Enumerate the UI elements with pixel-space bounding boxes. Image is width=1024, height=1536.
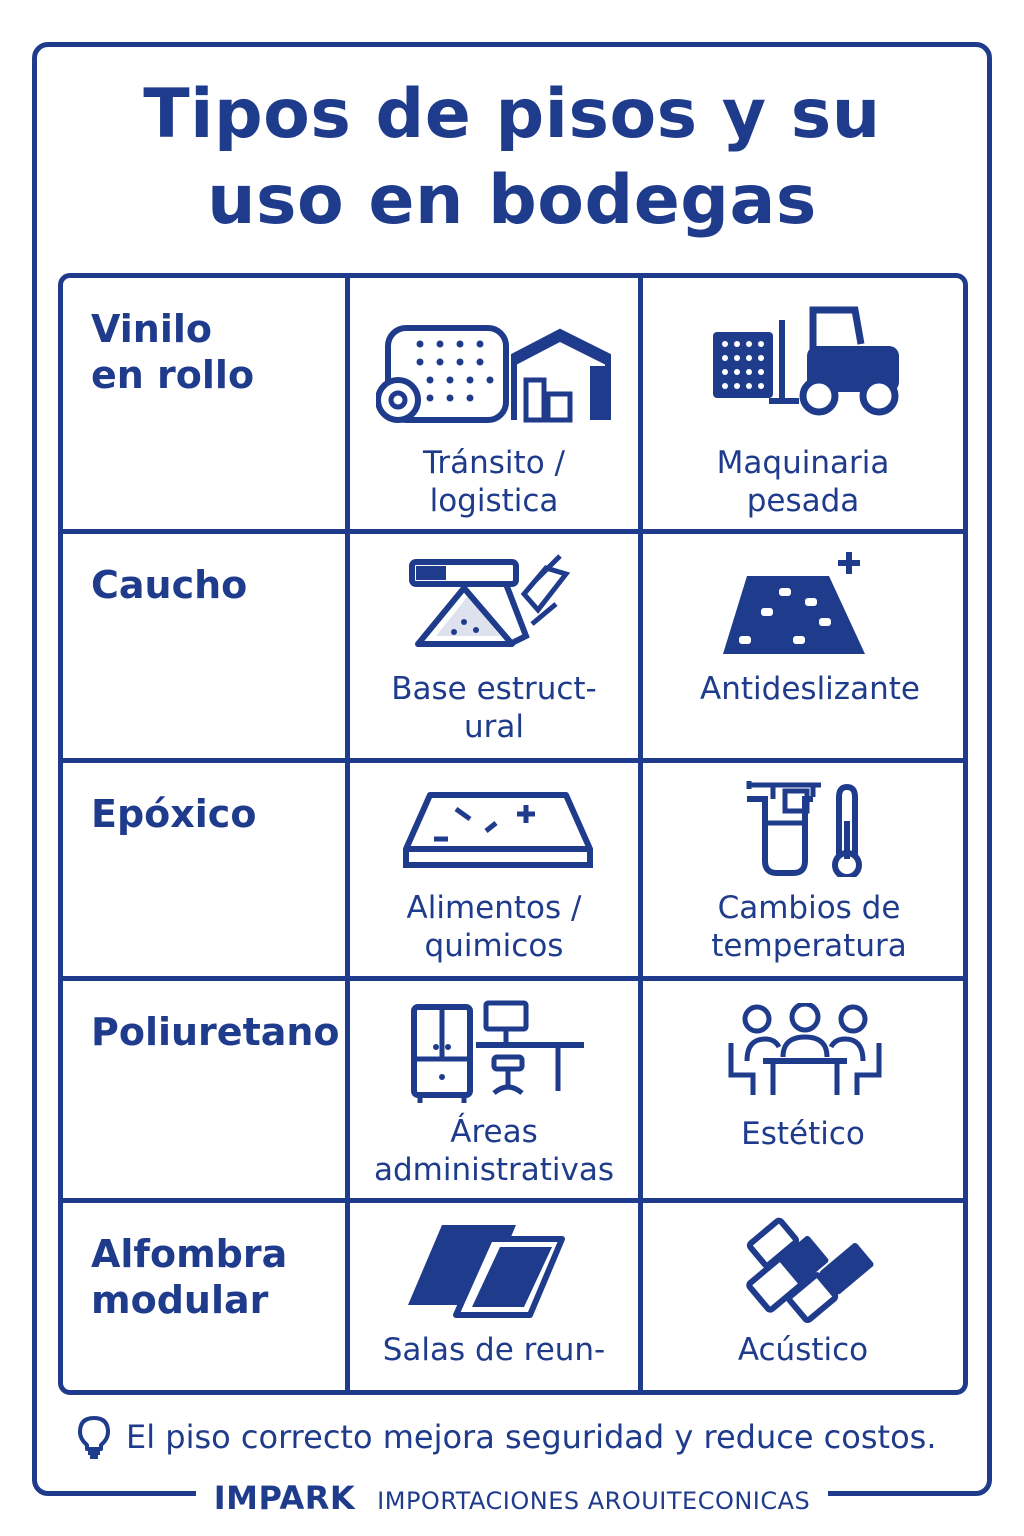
floor-type-cell: [63, 763, 350, 981]
use-label: [643, 444, 963, 520]
use-label: [350, 1113, 638, 1189]
footer: [32, 1478, 992, 1518]
floor-type-line: en rollo: [91, 353, 255, 397]
carpet-tiles-icon: [406, 1219, 576, 1319]
use-label: [657, 670, 963, 708]
use-label-line: Salas de reun-: [382, 1332, 606, 1368]
use-cell: [350, 534, 643, 763]
use-label-line: Alimentos /: [406, 890, 582, 926]
anti-slip-surface-icon: [719, 546, 869, 656]
use-label-line: Acústico: [737, 1332, 869, 1368]
lightbulb-icon: [76, 1415, 112, 1459]
epoxy-slab-icon: [400, 787, 596, 877]
use-cell: [643, 534, 963, 763]
use-label-line: Tránsito /: [423, 445, 565, 481]
use-cell: [350, 1203, 643, 1390]
use-label: [350, 1331, 638, 1369]
use-label: [350, 889, 638, 965]
floor-type-cell: [63, 981, 350, 1203]
title-line-1: Tipos de pisos y su: [143, 75, 881, 154]
floor-type-cell: [63, 1203, 350, 1390]
acoustic-tiles-icon: [737, 1213, 877, 1323]
use-label-line: Antideslizante: [700, 671, 920, 707]
use-label: [655, 889, 963, 965]
office-desk-icon: [408, 999, 588, 1105]
use-label: [643, 1331, 963, 1369]
tip-line: [76, 1412, 976, 1462]
floor-type-line: Alfombra: [91, 1232, 288, 1276]
floor-type-line: modular: [91, 1278, 269, 1322]
page-title: [40, 72, 984, 244]
beaker-thermometer-icon: [739, 777, 869, 877]
use-cell: [350, 278, 643, 534]
floor-type-label: [91, 1009, 340, 1055]
tip-text: El piso correcto mejora seguridad y reduce costos.: [126, 1418, 937, 1456]
use-label-line: pesada: [746, 483, 860, 519]
use-label-line: quimicos: [424, 928, 564, 964]
company-name: IMPORTACIONES AROUITECONICAS: [377, 1487, 811, 1515]
use-label-line: Estético: [741, 1116, 865, 1152]
use-label-line: Base estruct-: [391, 671, 597, 707]
floor-types-table: [58, 273, 968, 1395]
use-cell: [643, 763, 963, 981]
use-label: [643, 1115, 963, 1153]
use-cell: [643, 1203, 963, 1390]
use-label-line: Cambios de: [717, 890, 901, 926]
floor-type-cell: [63, 534, 350, 763]
use-label-line: temperatura: [711, 928, 907, 964]
floor-type-line: Caucho: [91, 563, 248, 607]
floor-type-line: Vinilo: [91, 307, 212, 351]
footer-branding: [196, 1479, 829, 1517]
floor-type-cell: [63, 278, 350, 534]
use-label: [350, 670, 638, 746]
floor-type-label: [91, 562, 337, 608]
use-label-line: Maquinaria: [716, 445, 890, 481]
floor-type-line: Poliuretano: [91, 1010, 340, 1054]
use-label-line: ural: [463, 709, 524, 745]
meeting-people-icon: [725, 1003, 885, 1099]
use-label-line: Áreas: [450, 1114, 538, 1150]
use-cell: [643, 981, 963, 1203]
brand-logo-text: IMPARK: [213, 1479, 356, 1517]
vinyl-roll-warehouse-icon: [376, 322, 616, 432]
use-cell: [643, 278, 963, 534]
use-label-line: administrativas: [373, 1152, 615, 1188]
title-line-2: uso en bodegas: [207, 161, 817, 240]
use-cell: [350, 763, 643, 981]
forklift-icon: [709, 300, 909, 420]
use-label: [350, 444, 638, 520]
use-label-line: logistica: [429, 483, 559, 519]
floor-type-label: [91, 791, 337, 837]
floor-type-label: [91, 306, 337, 398]
floor-type-label: [91, 1231, 337, 1323]
floor-type-line: Epóxico: [91, 792, 257, 836]
structural-base-icon: [406, 552, 576, 656]
use-cell: [350, 981, 643, 1203]
